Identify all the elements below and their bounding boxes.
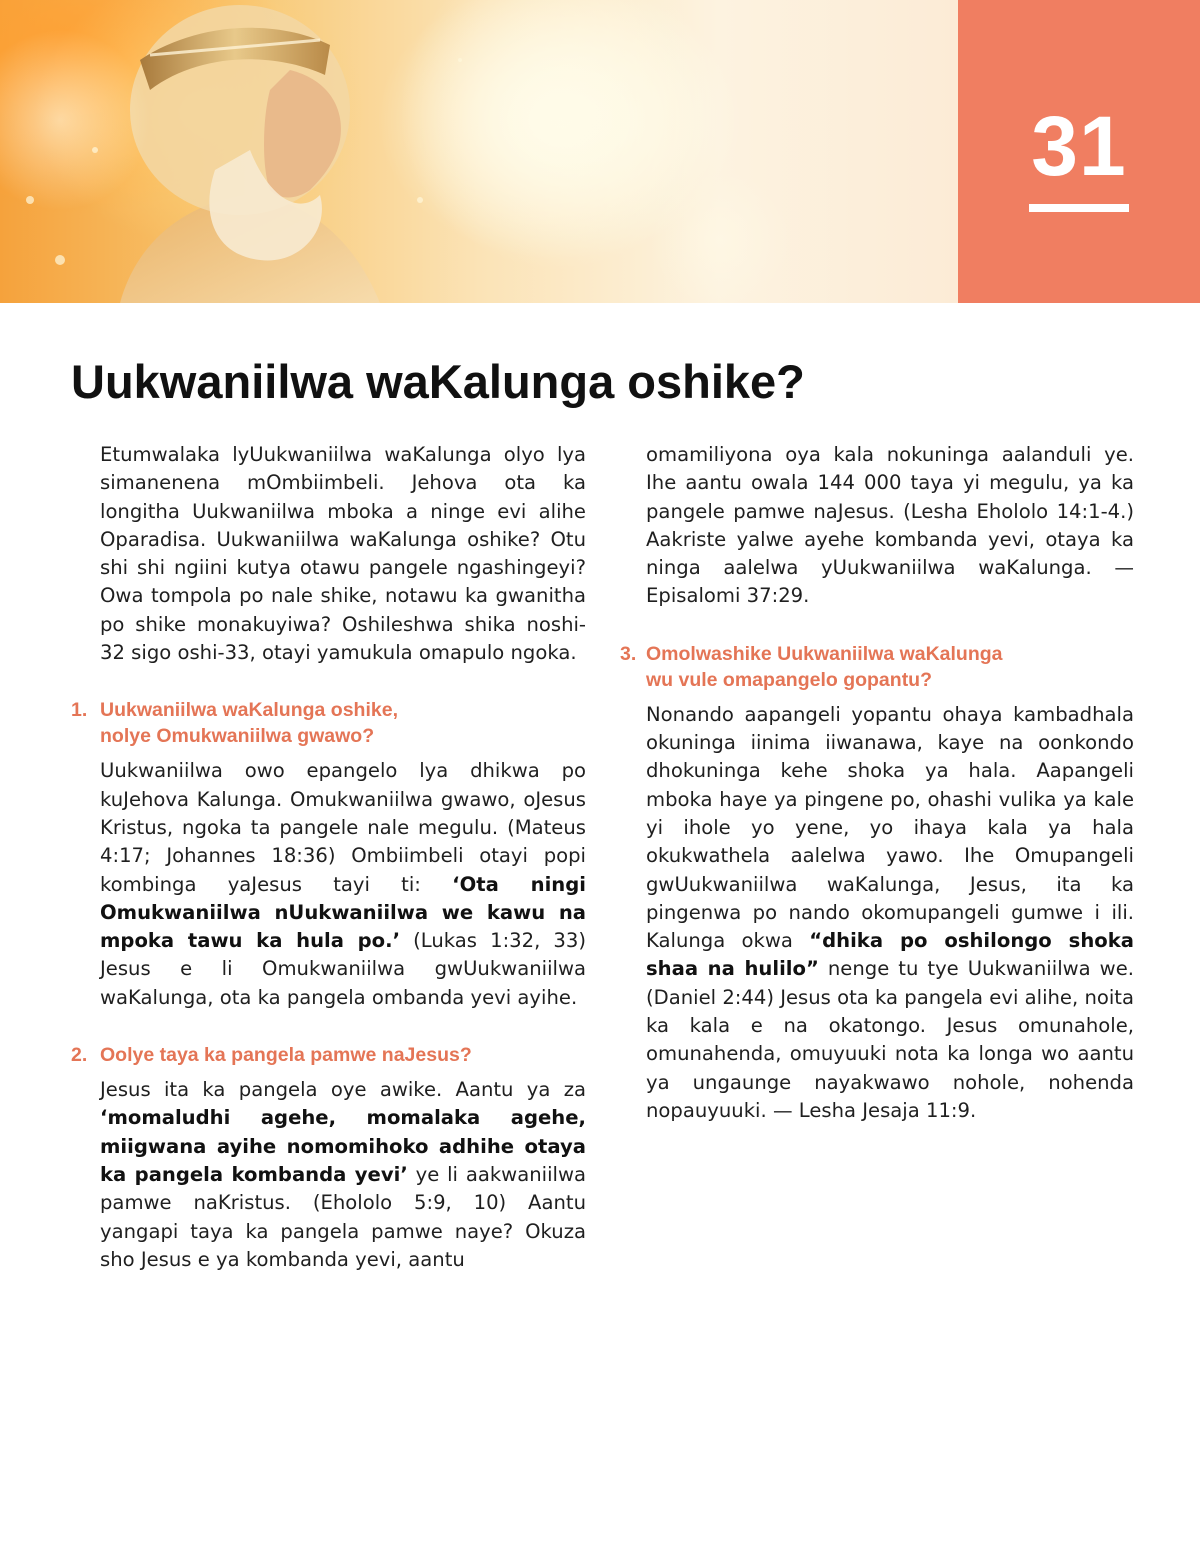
section-2-paragraph-start [100,1076,586,1274]
page-title: Uukwaniilwa waKalunga oshike? [71,355,805,408]
section-1-bold-quote: ‘Ota ningi Omukwaniilwa nUukwaniilwa we kawu na mpoka tawu ka hula po.’ [100,872,586,953]
column-left [71,441,587,1274]
chapter-badge [958,0,1200,303]
section-1-heading [71,697,586,749]
section-3-number: 3. [620,642,637,665]
section-2-bold-quote: ‘momaludhi agehe, momalaka agehe, miigwana ayihe nomomihoko adhihe otaya ka pangela kombanda yevi’ [100,1106,586,1186]
section-3-text-b: nenge tu tye Uukwaniilwa we. (Daniel 2:44) Jesus ota ka pangela evi alihe, noita ka kala e na okatongo. Jesus omunahole, omunahenda, omuyuuki nota ka longa wo aantu ya ungaunge nayakwawo nohole, nohenda nopauyuuki. — Lesha Jesaja 11:9. [646,957,1134,1122]
chapter-rule [1029,204,1129,212]
section-1-number: 1. [71,699,88,722]
section-3-heading-line2: wu vule omapangelo gopantu? [646,668,933,691]
hero-image [0,0,958,303]
section-1-heading-line2: nolye Omukwaniilwa gwawo? [100,725,375,748]
section-2-text-b: ye li aakwaniilwa pamwe naKristus. (Ehololo 5:9, 10) Aantu yangapi taya ka pangela pamwe naye? Okuza sho Jesus e ya kombanda yevi, aantu [100,1162,586,1271]
section-1-text-b: (Lukas 1:32, 33) Jesus e li Omukwaniilwa gwUukwaniilwa waKalunga, ota ka pangela ombanda yevi ayihe. [100,929,587,1009]
section-2-number: 2. [71,1044,88,1067]
section-2-paragraph-continued: omamiliyona oya kala nokuninga aalanduli ye. Ihe aantu owala 144 000 taya yi megulu, ya ka pangele pamwe naJesus. (Lesha Ehololo 14:1-4.) Aakriste yalwe ayehe kombanda yevi, otaya ka ninga aalelwa yUukwaniilwa waKalunga. — Episalomi 37:29. [646,443,1134,608]
intro-paragraph: Etumwalaka lyUukwaniilwa waKalunga olyo lya simanenena mOmbiimbeli. Jehova ota ka longitha Uukwaniilwa mboka a ninge evi alihe Oparadisa. Uukwaniilwa waKalunga oshike? Otu shi shi ngiini kutya otawu pangele ngashingeyi? Owa tompola po nale shike, notawu ka gwanitha po shike monakuyiwa? Oshileshwa shika noshi-32 sigo oshi-33, otayi yamukula omapulo ngoka. [100,443,586,665]
section-3-bold-quote: “dhika po oshilongo shoka shaa na hulilo” [646,929,1134,981]
king-illustration [0,0,958,303]
section-1-heading-line1: Uukwaniilwa waKalunga oshike, [100,699,398,722]
section-1-text-a: Uukwaniilwa owo epangelo lya dhikwa po kuJehova Kalunga. Omukwaniilwa gwawo, oJesus Kristus, ngoka ta pangele nale megulu. (Mateus 4:17; Johannes 18:36) Ombiimbeli otayi popi kombinga yaJesus tayi ti: [100,759,586,896]
column-right [620,441,1134,1125]
section-2-heading [71,1042,586,1068]
section-1-paragraph [100,757,586,1012]
section-3-text-a: Nonando aapangeli yopantu ohaya kambadhala okuninga iinima iiwanawa, kaye na oonkondo dhokuninga kehe shoka ya hala. Aapangeli mboka haye ya pingene po, ohashi vulika ya kale yi ihole yo yene, yo ihaya kala ya hala okukwathela aalelwa yawo. Ihe Omupangeli gwUukwaniilwa waKalunga, Jesus, ita ka pingenwa po nando okomupangeli gumwe i ili. Kalunga okwa [646,702,1134,953]
section-3-heading-line1: Omolwashike Uukwaniilwa waKalunga [646,642,1003,665]
section-3-heading [620,641,1134,693]
section-3-paragraph [646,701,1134,1125]
chapter-number: 31 [1031,99,1127,193]
section-2-heading-line1: Oolye taya ka pangela pamwe naJesus? [100,1044,472,1067]
section-2-text-a: Jesus ita ka pangela oye awike. Aantu ya za [100,1078,586,1102]
